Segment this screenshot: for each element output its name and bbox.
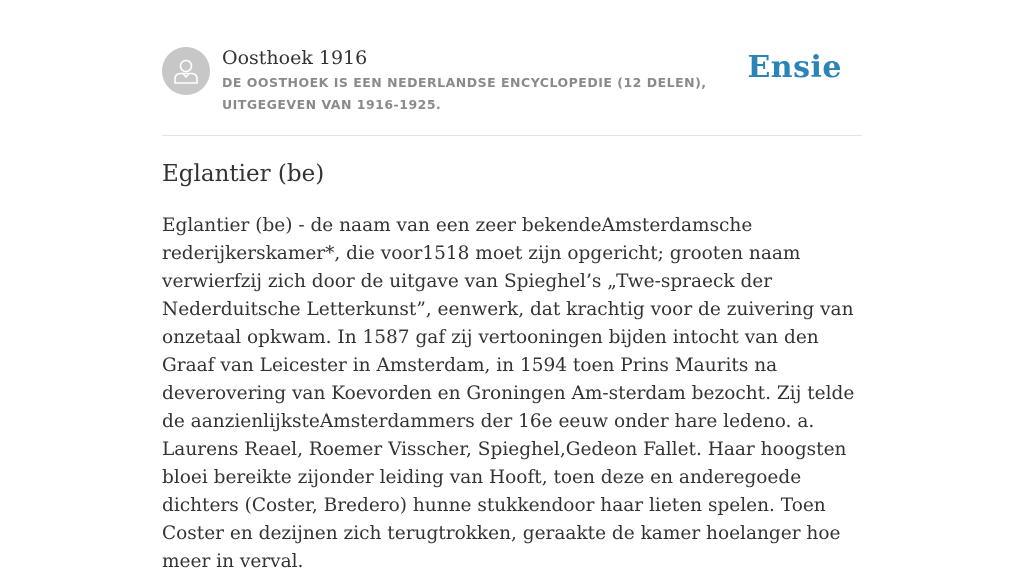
entry-title: Eglantier (be) bbox=[162, 161, 325, 187]
ensie-logo[interactable]: Ensie bbox=[747, 50, 842, 85]
entry-body: Eglantier (be) - de naam van een zeer bekendeAmsterdamsche rederijkerskamer*, die voor1518 moet zijn opgericht; grooten naam verwierfzij zich door de uitgave van Spieghel’s „Twe-spraeck der Nederduitsche Letterkunst”, eenwerk, dat krachtig voor de zuivering van onzetaal opkwam. In 1587 gaf zij vertooningen bijden intocht van den Graaf van Leicester in Amsterdam, in 1594 toen Prins Maurits na deverovering van Koevorden en Groningen Am-sterdam bezocht. Zij telde de aanzienlijksteAmsterdammers der 16e eeuw onder hare ledeno. a. Laurens Reael, Roemer Visscher, Spieghel,Gedeon Fallet. Haar hoogsten bloei bereikte zijonder leiding van Hooft, toen deze en anderegoede dichters (Coster, Bredero) hunne stukkendoor haar lieten spelen. Toen Coster en dezijnen zich terugtrokken, geraakte de kamer hoelanger hoe meer in verval. bbox=[162, 215, 855, 572]
header-divider bbox=[162, 135, 862, 136]
source-header bbox=[162, 44, 862, 136]
source-avatar[interactable] bbox=[162, 47, 210, 95]
user-icon bbox=[171, 56, 201, 86]
source-description: DE OOSTHOEK IS EEN NEDERLANDSE ENCYCLOPEDIE (12 DELEN), UITGEGEVEN VAN 1916-1925. bbox=[222, 75, 707, 112]
source-info bbox=[222, 44, 762, 116]
source-title[interactable]: Oosthoek 1916 bbox=[222, 47, 368, 69]
